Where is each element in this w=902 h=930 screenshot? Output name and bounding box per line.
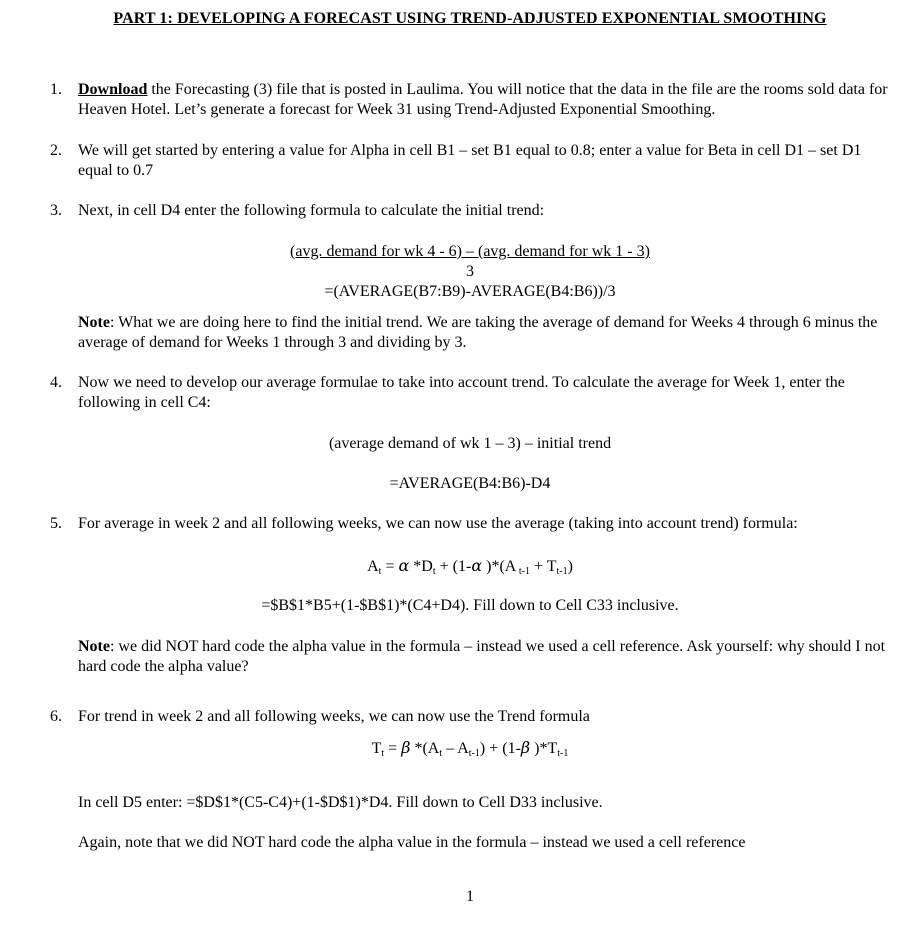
initial-trend-formula: =(AVERAGE(B7:B9)-AVERAGE(B4:B6))/3 <box>324 283 616 300</box>
step-text: We will get started by entering a value for Alpha in cell B1 – set B1 equal to 0.8; enter a value for Beta in cell D1 – set D1 equal to 0.7 <box>78 142 862 179</box>
trend-again-note: Again, note that we did NOT hard code the alpha value in the formula – instead we used a cell reference <box>78 834 746 851</box>
average-description: (average demand of wk 1 – 3) – initial trend <box>328 435 612 452</box>
step-5-note <box>78 637 892 677</box>
page-number: 1 <box>466 888 474 905</box>
trend-equation: $T_t = \beta$ $*(A_t - A_{t-1}) + (1-\beta$ )$*T_{t-1}$ <box>371 738 569 759</box>
step-number: 1. <box>50 81 62 98</box>
average-equation: $A_t = \alpha$ $*D_t + (1-\alpha$ )*(A $_{t-1} + T_{t-1}$) <box>367 556 573 577</box>
step-text: For average in week 2 and all following weeks, we can now use the average (taking into account trend) formula: <box>78 515 798 532</box>
trend-numerator: (avg. demand for wk 4 - 6) – (avg. demand for wk 1 - 3) <box>290 243 650 260</box>
step-number: 2. <box>50 142 62 159</box>
step-text: the Forecasting (3) file that is posted in Laulima. You will notice that the data in the file are the rooms sold data for Heaven Hotel. Let’s generate a forecast for Week 31 using Trend-Adjusted Exponential Smoothing. <box>78 81 888 118</box>
trend-denominator: 3 <box>466 263 474 280</box>
average-formula: =$B$1*B5+(1-$B$1)*(C4+D4). Fill down to Cell C33 inclusive. <box>261 597 679 614</box>
note-label: Note <box>78 638 110 655</box>
trend-cell-instruction: In cell D5 enter: =$D$1*(C5-C4)+(1-$D$1)*D4. Fill down to Cell D33 inclusive. <box>78 794 603 811</box>
page-title: PART 1: DEVELOPING A FORECAST USING TREND-ADJUSTED EXPONENTIAL SMOOTHING <box>113 10 827 27</box>
step-text: For trend in week 2 and all following weeks, we can now use the Trend formula <box>78 708 590 725</box>
step-number: 4. <box>50 374 62 391</box>
step-text: Now we need to develop our average formulae to take into account trend. To calculate the average for Week 1, enter the following in cell C4: <box>78 374 845 411</box>
note-text: : What we are doing here to find the initial trend. We are taking the average of demand for Weeks 4 through 6 minus the average of demand for Weeks 1 through 3 and dividing by 3. <box>78 314 878 351</box>
step-number: 6. <box>50 708 62 725</box>
step-3-note <box>78 313 892 353</box>
download-link[interactable]: Download <box>78 81 148 98</box>
step-text: Next, in cell D4 enter the following formula to calculate the initial trend: <box>78 202 545 219</box>
note-text: : we did NOT hard code the alpha value in the formula – instead we used a cell reference. Ask yourself: why should I not hard code the alpha value? <box>78 638 886 675</box>
alpha-symbol: α <box>398 556 410 575</box>
average-week1-formula: =AVERAGE(B4:B6)-D4 <box>389 475 551 492</box>
step-number: 3. <box>50 202 62 219</box>
beta-symbol: β <box>401 738 411 757</box>
step-number: 5. <box>50 515 62 532</box>
note-label: Note <box>78 314 110 331</box>
